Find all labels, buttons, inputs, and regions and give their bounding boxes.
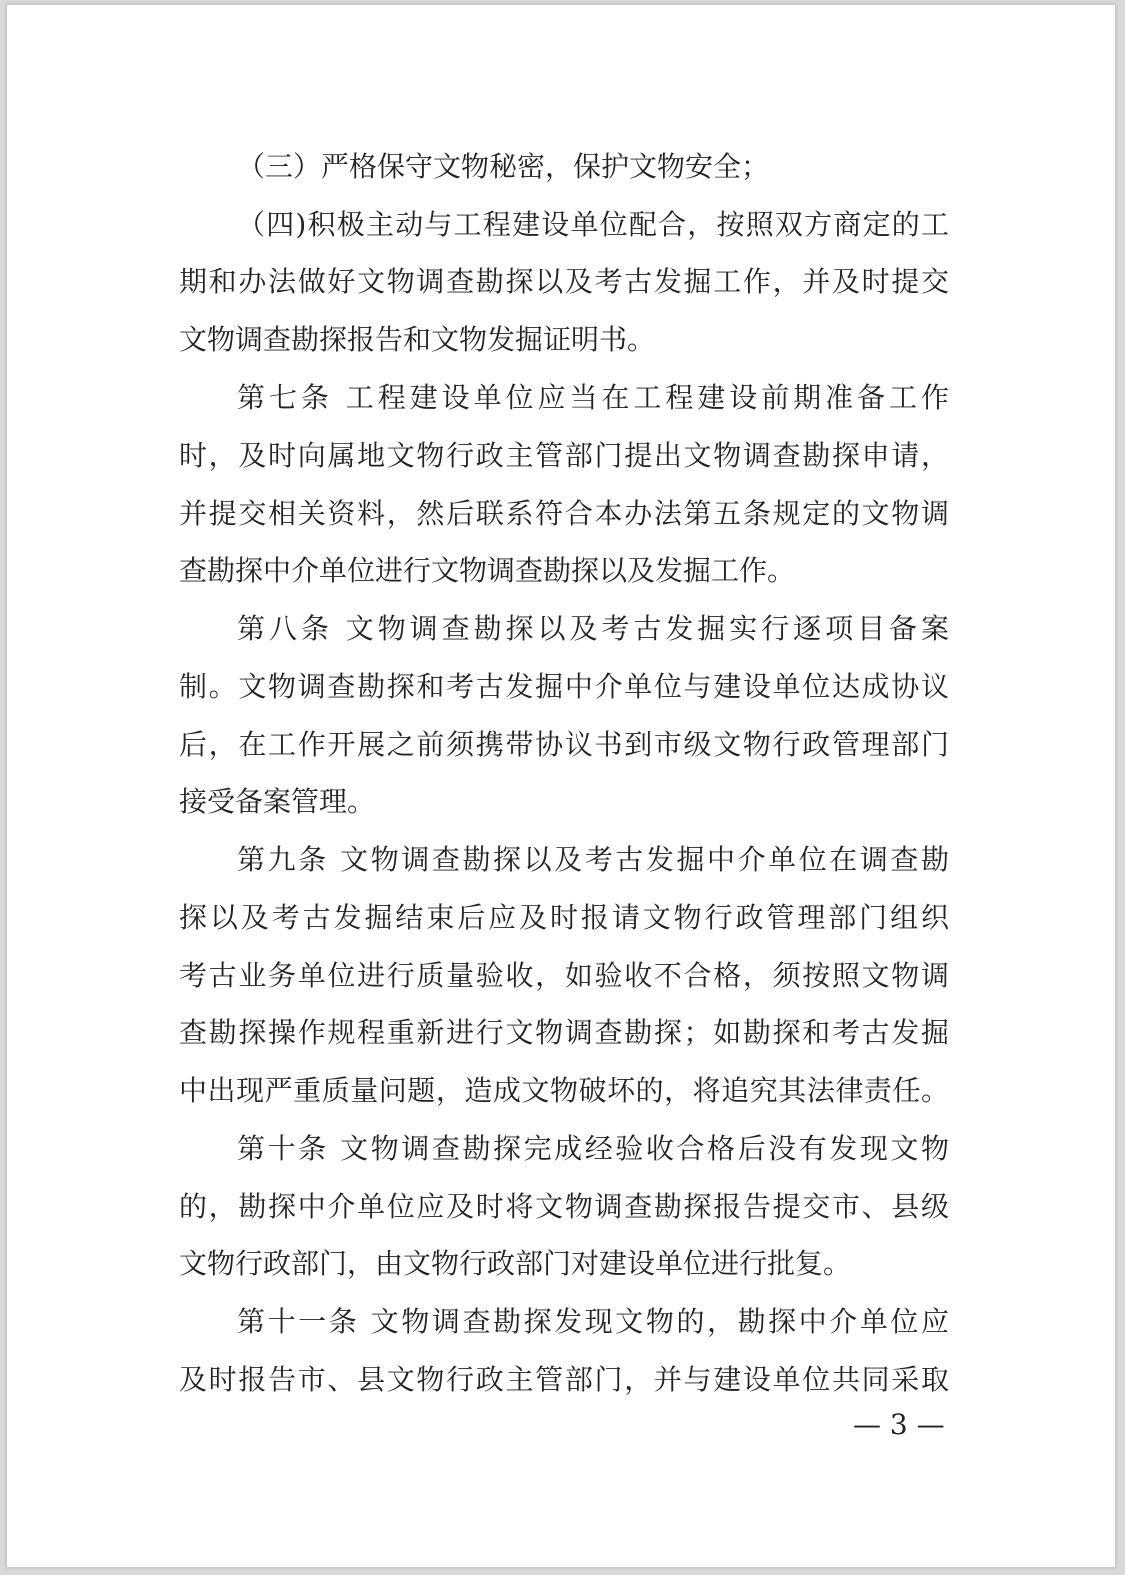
text-line: （四)积极主动与工程建设单位配合，按照双方商定的工 xyxy=(237,208,949,241)
text-line: 并提交相关资料，然后联系符合本办法第五条规定的文物调 xyxy=(179,497,949,530)
text-line: 第十条 文物调查勘探完成经验收合格后没有发现文物 xyxy=(237,1132,949,1165)
text-line: 查勘探操作规程重新进行文物调查勘探；如勘探和考古发掘 xyxy=(179,1016,949,1049)
text-line: 时，及时向属地文物行政主管部门提出文物调查勘探申请， xyxy=(179,439,949,472)
text-line: 文物行政部门，由文物行政部门对建设单位进行批复。 xyxy=(179,1247,852,1280)
page-number: — 3 — xyxy=(853,1408,945,1441)
text-line: 制。文物调查勘探和考古发掘中介单位与建设单位达成协议 xyxy=(179,670,949,703)
text-line: 考古业务单位进行质量验收，如验收不合格，须按照文物调 xyxy=(179,959,949,992)
text-line: 查勘探中介单位进行文物调查勘探以及发掘工作。 xyxy=(179,554,796,587)
text-line: 的，勘探中介单位应及时将文物调查勘探报告提交市、县级 xyxy=(179,1190,949,1223)
text-line: 文物调查勘探报告和文物发掘证明书。 xyxy=(179,323,656,356)
text-line: 第七条 工程建设单位应当在工程建设前期准备工作 xyxy=(237,381,949,414)
text-line: （三）严格保守文物秘密，保护文物安全； xyxy=(237,150,770,183)
document-page xyxy=(6,4,1116,1568)
text-line: 第八条 文物调查勘探以及考古发掘实行逐项目备案 xyxy=(237,612,949,645)
text-line: 期和办法做好文物调查勘探以及考古发掘工作，并及时提交 xyxy=(179,265,949,298)
text-line: 后，在工作开展之前须携带协议书到市级文物行政管理部门 xyxy=(179,728,949,761)
text-line: 探以及考古发掘结束后应及时报请文物行政管理部门组织 xyxy=(179,901,949,934)
text-line: 及时报告市、县文物行政主管部门，并与建设单位共同采取 xyxy=(179,1363,949,1396)
text-line: 中出现严重质量问题，造成文物破坏的，将追究其法律责任。 xyxy=(179,1074,949,1107)
text-line: 接受备案管理。 xyxy=(179,785,376,818)
text-line: 第十一条 文物调查勘探发现文物的，勘探中介单位应 xyxy=(237,1305,949,1338)
text-line: 第九条 文物调查勘探以及考古发掘中介单位在调查勘 xyxy=(237,843,949,876)
